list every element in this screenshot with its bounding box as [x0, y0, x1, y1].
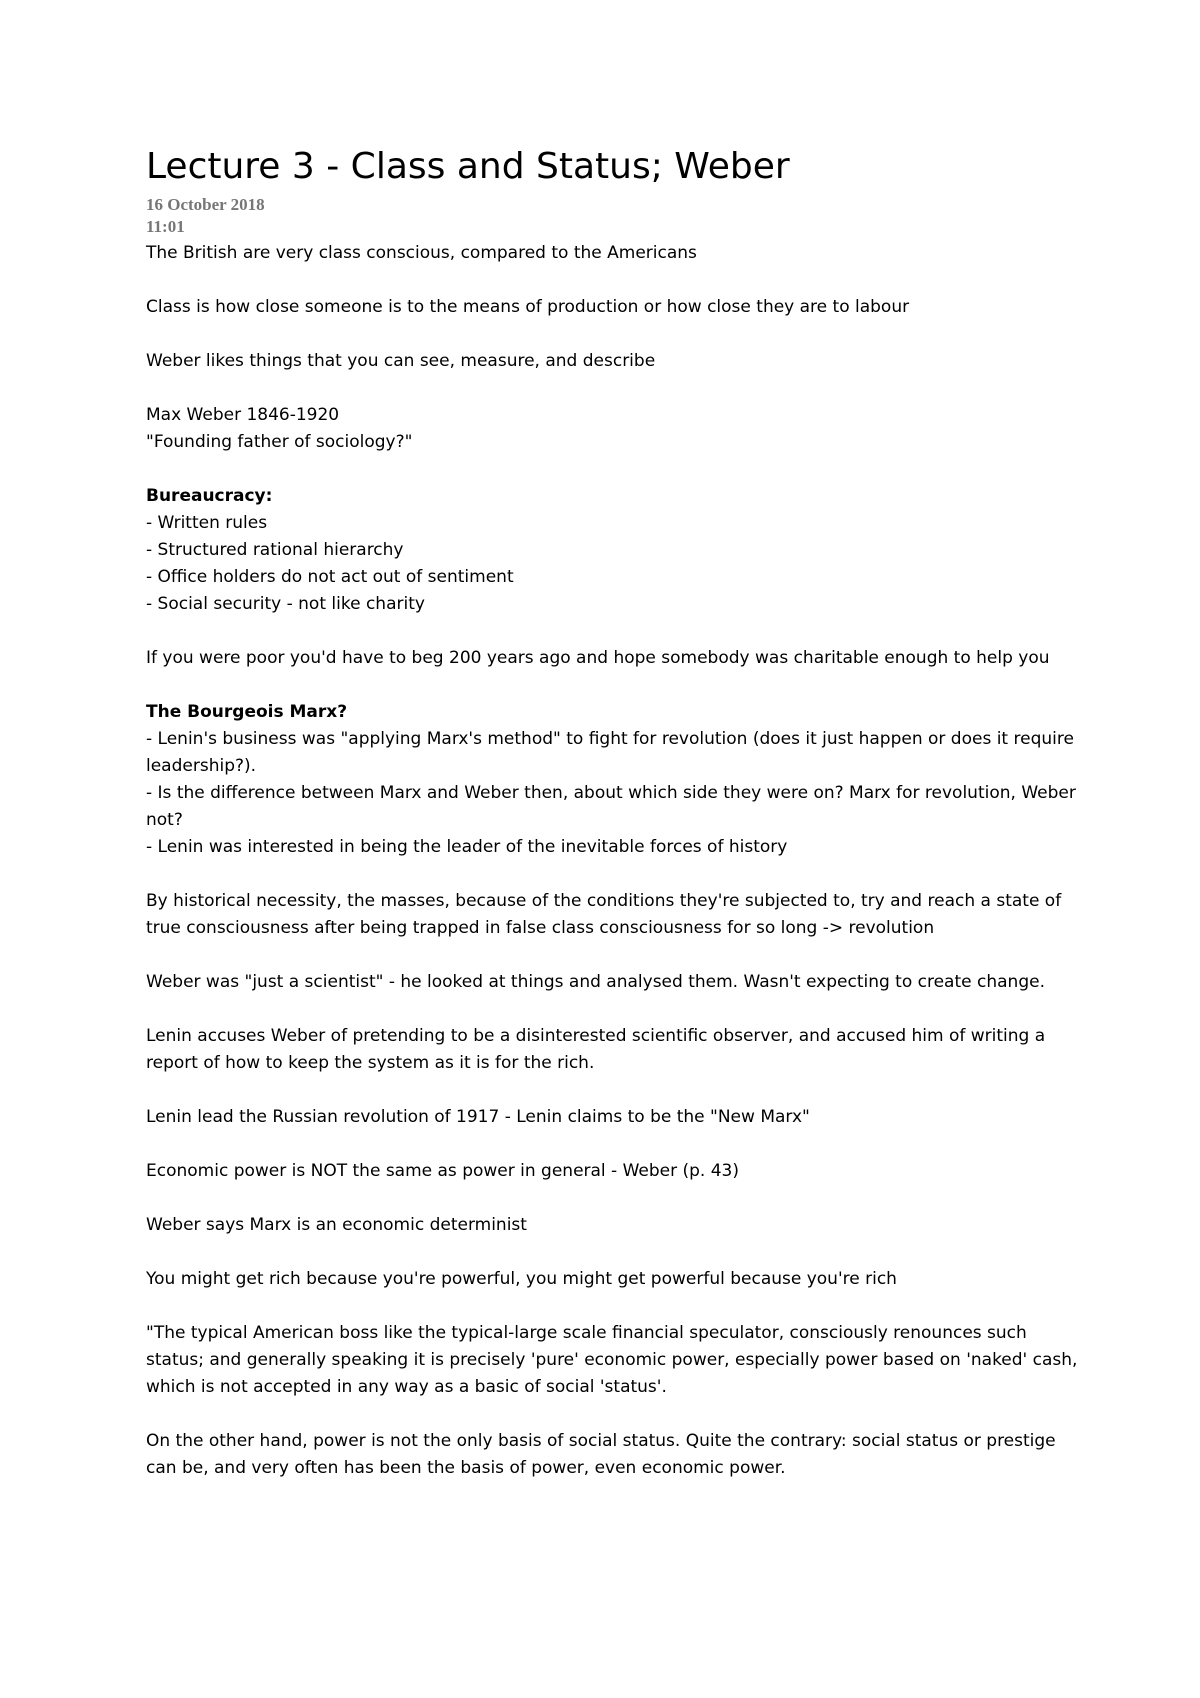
paragraph-text: "The typical American boss like the typical-large scale financial speculator, consciously renounces such status; and generally speaking it is precisely 'pure' economic power, especially power based on 'naked' cash, which is not accepted in any way as a basic of social 'status'.: [146, 1323, 1078, 1397]
paragraph-text: By historical necessity, the masses, because of the conditions they're subjected to, try and reach a state of true consciousness after being trapped in false class consciousness for so long -> revolution: [146, 891, 1062, 938]
bureaucracy-section: [146, 483, 1086, 618]
list-item: - Is the difference between Marx and Weber then, about which side they were on? Marx for revolution, Weber not?: [146, 783, 1076, 830]
paragraph: [146, 294, 1086, 321]
paragraph-text: Lenin lead the Russian revolution of 1917 - Lenin claims to be the "New Marx": [146, 1107, 810, 1127]
paragraph: [146, 1266, 1086, 1293]
paragraph: [146, 1212, 1086, 1239]
note-date: 16 October 2018: [146, 195, 265, 214]
bourgeois-section: [146, 699, 1086, 861]
paragraph: [146, 348, 1086, 375]
list-item: - Structured rational hierarchy: [146, 540, 404, 560]
paragraph-text: Economic power is NOT the same as power in general - Weber (p. 43): [146, 1161, 740, 1181]
list-item: - Written rules: [146, 513, 268, 533]
paragraph-text: Weber likes things that you can see, measure, and describe: [146, 351, 656, 371]
paragraph-text: Weber says Marx is an economic determinist: [146, 1215, 527, 1235]
note-body: [146, 240, 1086, 1482]
page-title: Lecture 3 - Class and Status; Weber: [146, 146, 790, 187]
paragraph: [146, 969, 1086, 996]
quote-paragraph: [146, 1320, 1086, 1401]
section-heading: The Bourgeois Marx?: [146, 702, 348, 722]
paragraph-text: Weber was "just a scientist" - he looked at things and analysed them. Wasn't expecting to create change.: [146, 972, 1045, 992]
paragraph-text: If you were poor you'd have to beg 200 years ago and hope somebody was charitable enough to help you: [146, 648, 1050, 668]
paragraph: [146, 888, 1086, 942]
paragraph-text: Lenin accuses Weber of pretending to be a disinterested scientific observer, and accused him of writing a report of how to keep the system as it is for the rich.: [146, 1026, 1046, 1073]
paragraph: [146, 240, 1086, 267]
note-time: 11:01: [146, 217, 185, 236]
list-item: - Social security - not like charity: [146, 594, 425, 614]
paragraph-text: The British are very class conscious, compared to the Americans: [146, 243, 697, 263]
paragraph-text: On the other hand, power is not the only basis of social status. Quite the contrary: social status or prestige can be, and very often has been the basis of power, even economic power.: [146, 1431, 1056, 1478]
note-content: [146, 140, 1086, 1509]
paragraph: [146, 402, 1086, 456]
paragraph-text: You might get rich because you're powerful, you might get powerful because you're rich: [146, 1269, 897, 1289]
paragraph-text: "Founding father of sociology?": [146, 432, 413, 452]
list-item: - Office holders do not act out of sentiment: [146, 567, 514, 587]
paragraph-text: Class is how close someone is to the means of production or how close they are to labour: [146, 297, 910, 317]
list-item: - Lenin's business was "applying Marx's method" to fight for revolution (does it just happen or does it require leadership?).: [146, 729, 1074, 776]
paragraph-text: Max Weber 1846-1920: [146, 405, 340, 425]
list-item: - Lenin was interested in being the leader of the inevitable forces of history: [146, 837, 788, 857]
paragraph: [146, 1104, 1086, 1131]
paragraph: [146, 1428, 1086, 1482]
paragraph: [146, 1023, 1086, 1077]
section-heading: Bureaucracy:: [146, 486, 273, 506]
paragraph: [146, 645, 1086, 672]
paragraph: [146, 1158, 1086, 1185]
